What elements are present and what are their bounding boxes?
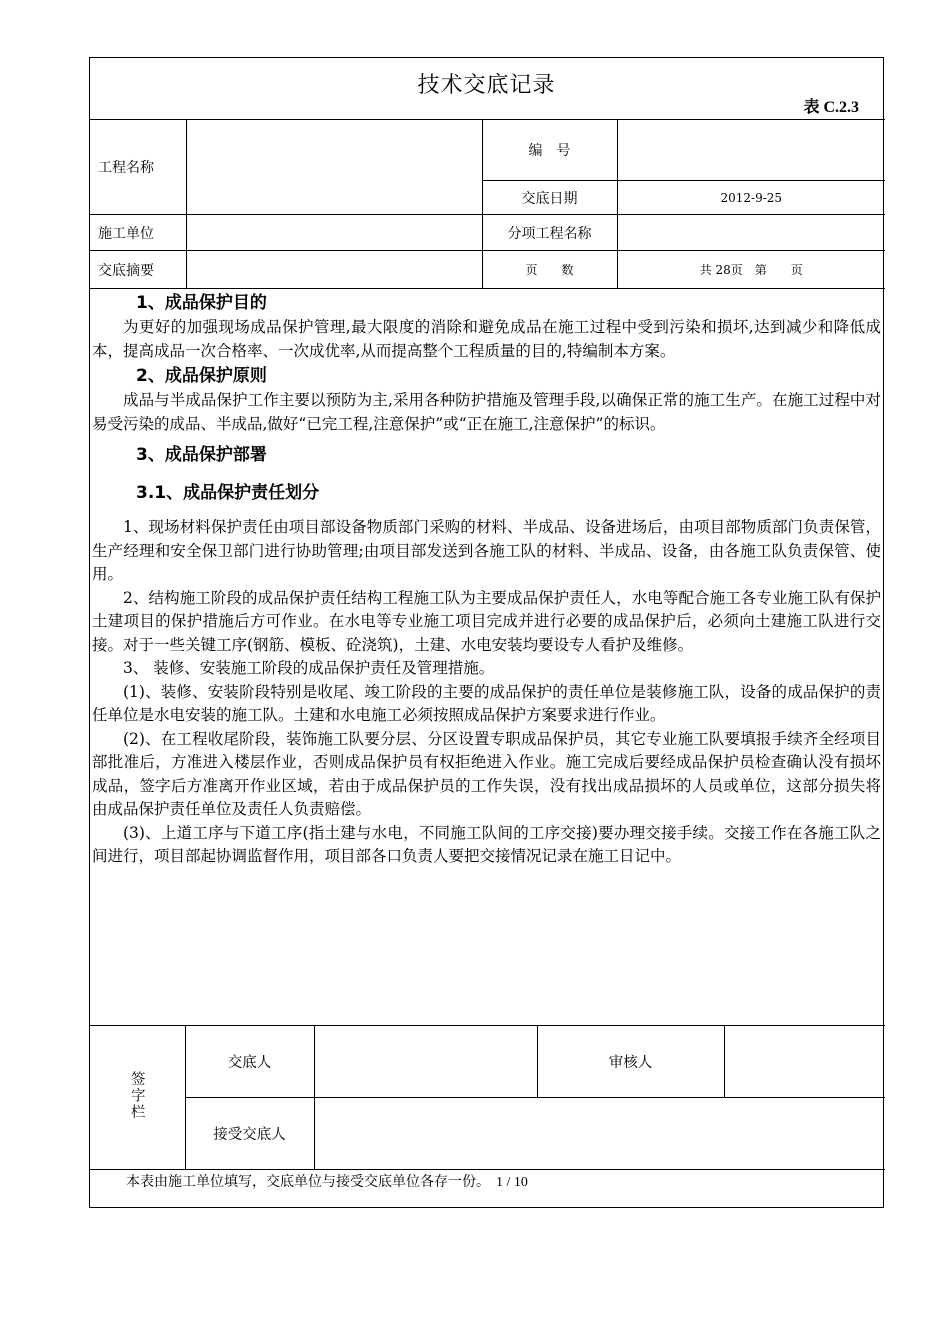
unit-value[interactable] xyxy=(186,215,482,251)
signature-column-label xyxy=(90,1026,185,1170)
paragraph-2: 2、结构施工阶段的成品保护责任结构工程施工队为主要成品保护责任人，水电等配合施工各专业施工队有保护土建项目的保护措施后方可作业。在水电等专业施工项目完成并进行必要的成品保护后，必须向土建施工队进行交接。对于一些关键工序(钢筋、模板、砼浇筑)，土建、水电安装均要设专人看护及维修。 xyxy=(92,588,881,654)
signature-column-text: 签字栏 xyxy=(128,1070,145,1121)
page-indicator: 1 / 10 xyxy=(496,1175,528,1190)
receiver-signature[interactable] xyxy=(314,1098,885,1170)
paragraph-6: (3)、上道工序与下道工序(指土建与水电，不同施工队间的工序交接)要办理交接手续。交接工作在各施工队之间进行，项目部起协调监督作用，项目部各口负责人要把交接情况记录在施工日记中。 xyxy=(92,823,881,865)
unit-label: 施工单位 xyxy=(90,215,186,251)
project-name-label: 工程名称 xyxy=(90,120,186,215)
form-code: 表 C.2.3 xyxy=(803,99,859,116)
paragraph-4: (1)、装修、安装阶段特别是收尾、竣工阶段的主要的成品保护的责任单位是装修施工队，设备的成品保护的责任单位是水电安装的施工队。土建和水电施工必须按照成品保护方案要求进行作业。 xyxy=(92,682,881,724)
technical-disclosure-form xyxy=(89,57,884,1208)
signature-table xyxy=(90,1025,885,1170)
number-label: 编 号 xyxy=(482,120,617,181)
subitem-label: 分项工程名称 xyxy=(482,215,617,251)
summary-value[interactable] xyxy=(186,251,482,289)
paragraph-3: 3、 装修、安装施工阶段的成品保护责任及管理措施。 xyxy=(123,659,495,677)
paragraph-5: (2)、在工程收尾阶段，装饰施工队要分层、分区设置专职成品保护员，其它专业施工队要填报手续齐全经项目部批准后，方准进入楼层作业，否则成品保护员有权拒绝进入作业。施工完成后要经成品保护员检查确认没有损坏成品，签字后方准离开作业区域，若由于成品保护员的工作失误，没有找出成品损坏的人员或单位，这部分损失将由成品保护责任单位及责任人负责赔偿。 xyxy=(92,729,881,818)
section-2-paragraph: 成品与半成品保护工作主要以预防为主,采用各种防护措施及管理手段,以确保正常的施工生产。在施工过程中对易受污染的成品、半成品,做好“已完工程,注意保护”或“正在施工,注意保护”的标识。 xyxy=(92,391,881,433)
section-3-1-heading: 3.1、成品保护责任划分 xyxy=(136,483,320,503)
section-1-heading: 1、成品保护目的 xyxy=(136,293,267,313)
date-value[interactable]: 2012-9-25 xyxy=(617,181,885,215)
presenter-signature[interactable] xyxy=(314,1026,537,1098)
footer xyxy=(126,1171,528,1191)
info-table xyxy=(90,119,885,289)
section-3-heading: 3、成品保护部署 xyxy=(136,445,267,465)
presenter-label: 交底人 xyxy=(185,1026,314,1098)
date-label: 交底日期 xyxy=(482,181,617,215)
reviewer-label: 审核人 xyxy=(537,1026,724,1098)
subitem-value[interactable] xyxy=(617,215,885,251)
footer-note: 本表由施工单位填写，交底单位与接受交底单位各存一份。 xyxy=(126,1174,490,1190)
pages-value: 共 28页 第 页 xyxy=(617,251,885,289)
section-2-heading: 2、成品保护原则 xyxy=(136,366,267,386)
title-row xyxy=(90,58,883,120)
reviewer-signature[interactable] xyxy=(724,1026,885,1098)
paragraph-1: 1、现场材料保护责任由项目部设备物质部门采购的材料、半成品、设备进场后，由项目部物质部门负责保管，生产经理和安全保卫部门进行协助管理;由项目部发送到各施工队的材料、半成品、设备，由各施工队负责保管、使用。 xyxy=(92,518,881,583)
pages-label: 页 数 xyxy=(482,251,617,289)
project-name-value[interactable] xyxy=(186,120,482,215)
form-title: 技术交底记录 xyxy=(417,73,556,98)
number-value[interactable] xyxy=(617,120,885,181)
section-1-paragraph: 为更好的加强现场成品保护管理,最大限度的消除和避免成品在施工过程中受到污染和损坏,达到减少和降低成本，提高成品一次合格率、一次成优率,从而提高整个工程质量的目的,特编制本方案。 xyxy=(92,318,881,360)
disclosure-content xyxy=(92,290,881,869)
receiver-label: 接受交底人 xyxy=(185,1098,314,1170)
summary-label: 交底摘要 xyxy=(90,251,186,289)
